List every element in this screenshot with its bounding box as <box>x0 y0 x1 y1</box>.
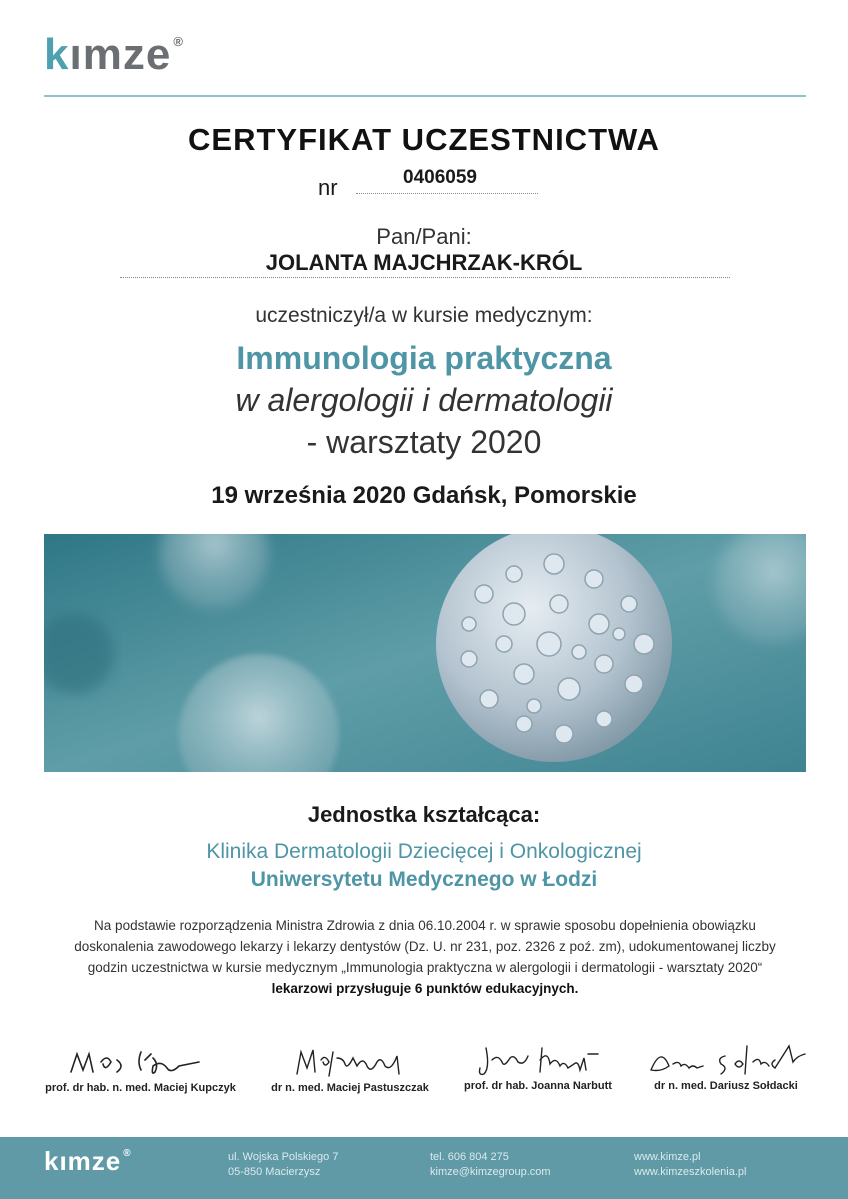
signature-block-pastuszczak <box>260 1042 440 1094</box>
footer-web-link-2[interactable]: www.kimzeszkolenia.pl <box>634 1166 747 1178</box>
registered-mark: ® <box>173 34 184 49</box>
immune-cell-banner <box>44 534 806 772</box>
legal-line-1: Na podstawie rozporządzenia Ministra Zdrowia z dnia 06.10.2004 r. w sprawie sposobu dopełnienia obowiązku <box>94 918 756 933</box>
salutation: Pan/Pani: <box>376 224 472 249</box>
kimze-logo <box>44 30 184 80</box>
footer-registered-mark: ® <box>123 1148 132 1159</box>
legal-paragraph <box>44 915 806 999</box>
logo-rest: ımze <box>69 30 172 79</box>
signature-name: dr n. med. Maciej Pastuszczak <box>271 1082 429 1094</box>
certificate-number: 0406059 <box>403 167 477 188</box>
course-subtitle: w alergologii i dermatologii <box>235 382 613 418</box>
footer-web-link-1[interactable]: www.kimze.pl <box>634 1151 701 1163</box>
signature-block-soldacki <box>636 1040 816 1092</box>
signature-block-kupczyk <box>38 1042 243 1094</box>
training-unit-label: Jednostka kształcąca: <box>307 802 541 827</box>
training-unit-line2: Uniwersytetu Medycznego w Łodzi <box>250 868 598 891</box>
handwritten-signature-icon <box>468 1040 608 1080</box>
footer-email[interactable]: kimze@kimzegroup.com <box>430 1166 551 1178</box>
footer-logo <box>44 1146 132 1177</box>
number-dotted-line <box>356 193 538 194</box>
name-dotted-line <box>120 277 730 278</box>
nr-label: nr <box>318 175 338 200</box>
header-rule <box>44 95 806 97</box>
footer-logo-text: kımze <box>44 1146 122 1176</box>
footer-address-line2: 05-850 Macierzysz <box>228 1166 321 1178</box>
signature-name: dr n. med. Dariusz Sołdacki <box>654 1080 798 1092</box>
intro-text: uczestniczył/a w kursie medycznym: <box>255 304 593 327</box>
legal-points: lekarzowi przysługuje 6 punktów edukacyjnych. <box>271 981 579 996</box>
handwritten-signature-icon <box>275 1042 425 1082</box>
date-place: 19 września 2020 Gdańsk, Pomorskie <box>211 482 637 509</box>
logo-k: k <box>44 30 70 79</box>
handwritten-signature-icon <box>641 1040 811 1080</box>
footer-address <box>228 1150 338 1180</box>
legal-line-3: godzin uczestnictwa w kursie medycznym „Immunologia praktyczna w alergologii i dermatologii - warsztaty 2020“ <box>87 960 763 975</box>
footer-contact <box>430 1150 551 1180</box>
participant-name: JOLANTA MAJCHRZAK-KRÓL <box>265 250 583 275</box>
signature-name: prof. dr hab. Joanna Narbutt <box>464 1080 612 1092</box>
handwritten-signature-icon <box>61 1042 221 1082</box>
footer-address-line1: ul. Wojska Polskiego 7 <box>228 1151 339 1163</box>
legal-line-2: doskonalenia zawodowego lekarzy i lekarzy dentystów (Dz. U. nr 231, poz. 2326 z poź. zm), udokumentowanej liczby <box>74 939 776 954</box>
course-title: Immunologia praktyczna <box>236 340 612 376</box>
training-unit-line1: Klinika Dermatologii Dziecięcej i Onkologicznej <box>206 840 642 863</box>
footer-websites <box>634 1150 746 1180</box>
certificate-title: CERTYFIKAT UCZESTNICTWA <box>188 122 660 157</box>
signature-block-narbutt <box>452 1040 624 1092</box>
course-edition: - warsztaty 2020 <box>306 424 542 460</box>
footer-phone: tel. 606 804 275 <box>430 1151 509 1163</box>
signature-name: prof. dr hab. n. med. Maciej Kupczyk <box>45 1082 236 1094</box>
